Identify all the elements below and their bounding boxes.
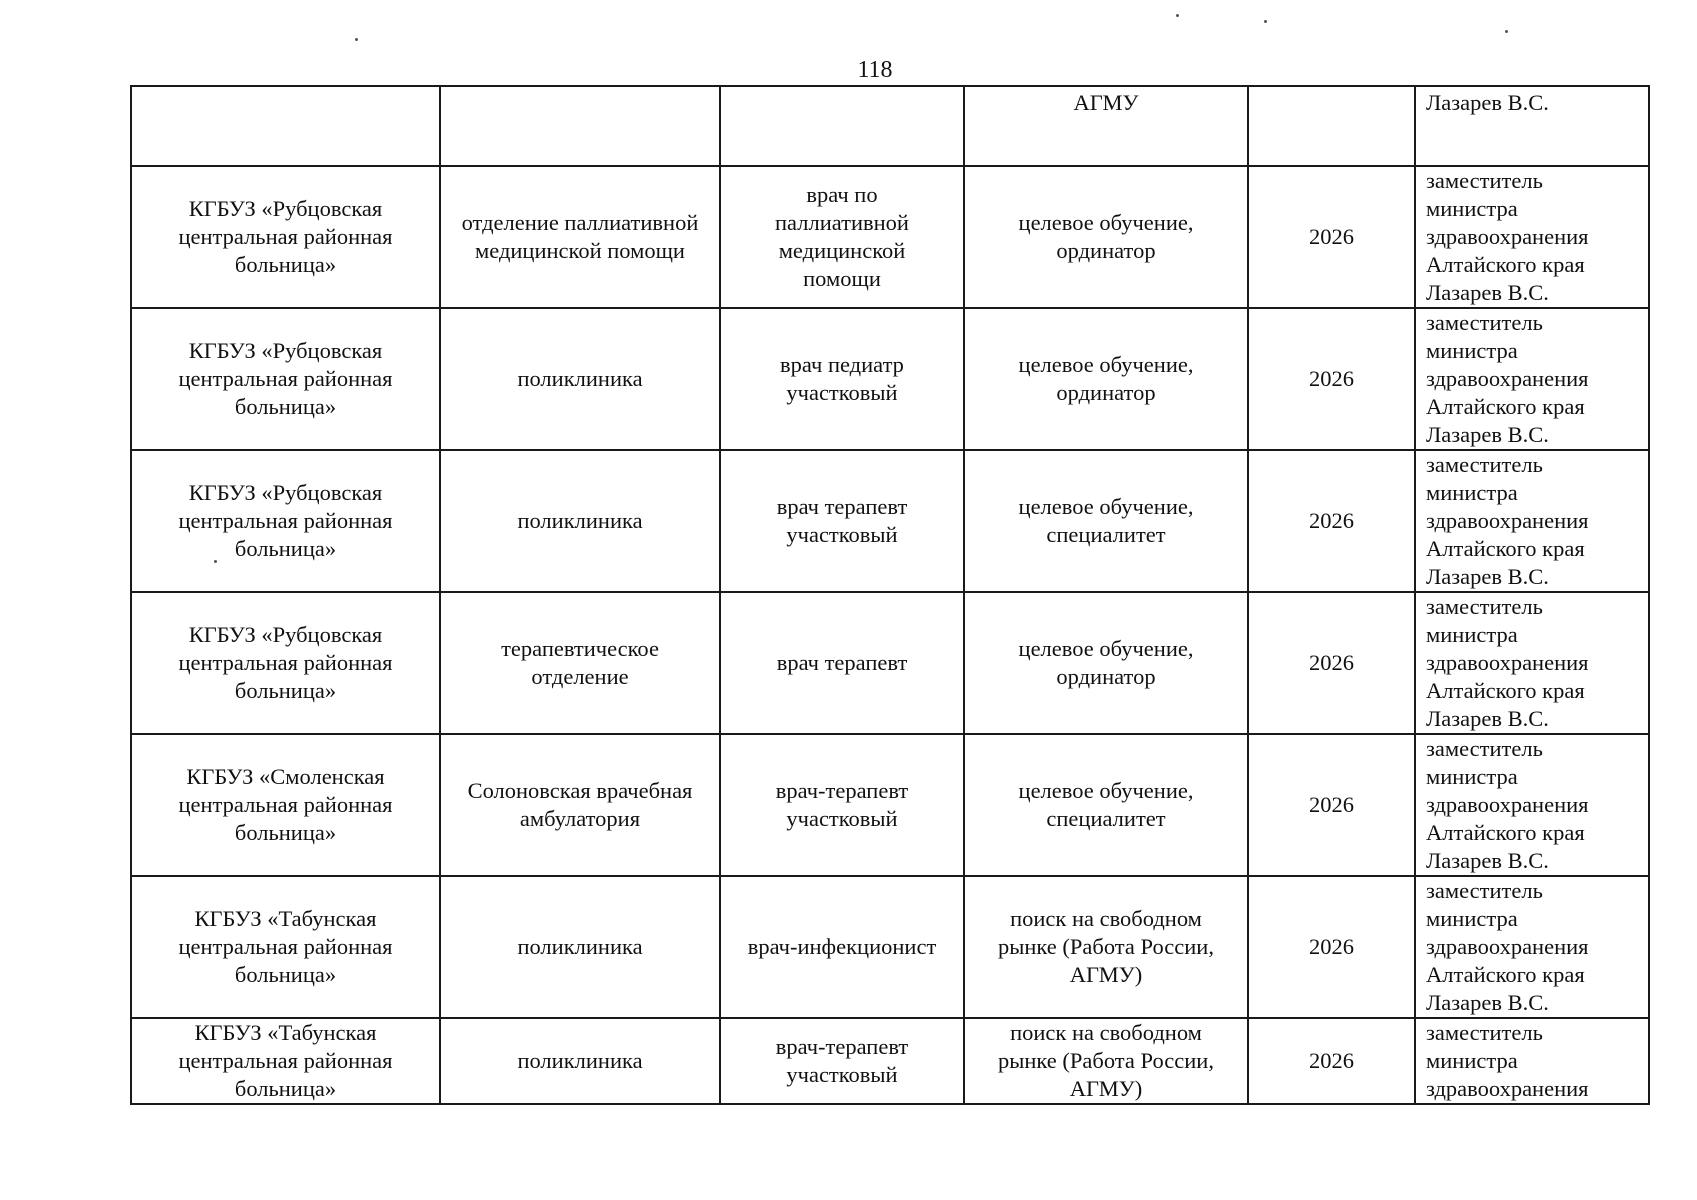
- page-number: 118: [857, 57, 893, 83]
- cell-organization: [131, 592, 440, 734]
- cell-position: [720, 1018, 964, 1104]
- cell-responsible-line: Алтайского края: [1426, 394, 1585, 419]
- cell-organization-line: центральная районная: [178, 366, 393, 391]
- cell-responsible-line: Алтайского края: [1426, 536, 1585, 561]
- cell-position-line: паллиативной: [775, 210, 909, 235]
- cell-position-line: врач терапевт: [776, 494, 908, 519]
- cell-position-line: участковый: [786, 806, 898, 831]
- cell-method-line: ординатор: [1056, 238, 1156, 263]
- cell-position-line: врач педиатр: [780, 352, 904, 377]
- cell-method-line: поиск на свободном: [1010, 906, 1202, 931]
- cell-year: 2026: [1248, 876, 1415, 1018]
- cell-position-line: участковый: [786, 522, 898, 547]
- cell-organization: [131, 734, 440, 876]
- cell-unit-line: поликлиника: [517, 1048, 643, 1073]
- table-body: [131, 86, 1649, 1104]
- cell-responsible-line: Алтайского края: [1426, 252, 1585, 277]
- cell-organization-line: КГБУЗ «Рубцовская: [188, 622, 383, 647]
- cell-method: [964, 876, 1248, 1018]
- cell-organization: [131, 876, 440, 1018]
- cell-method: [964, 1018, 1248, 1104]
- cell-method: [964, 592, 1248, 734]
- cell-responsible-line: Лазарев В.С.: [1426, 564, 1549, 589]
- cell-responsible-line: заместитель: [1426, 1020, 1543, 1045]
- cell-method-line: поиск на свободном: [1010, 1020, 1202, 1045]
- cell-organization: [131, 450, 440, 592]
- scan-speck: [1176, 14, 1179, 17]
- cell-responsible: [1415, 876, 1649, 1018]
- cell-year: 2026: [1248, 166, 1415, 308]
- cell-responsible: [1415, 166, 1649, 308]
- cell-responsible-line: заместитель: [1426, 452, 1543, 477]
- cell-responsible-line: здравоохранения: [1426, 934, 1589, 959]
- cell-method-line: АГМУ): [1069, 1076, 1143, 1101]
- cell-position-line: участковый: [786, 380, 898, 405]
- cell-unit-line: отделение паллиативной: [461, 210, 699, 235]
- cell-organization-line: центральная районная: [178, 508, 393, 533]
- scan-speck: [1505, 30, 1508, 33]
- cell-position-line: врач-терапевт: [775, 1034, 909, 1059]
- cell-position-line: участковый: [786, 1062, 898, 1087]
- cell-method-line: специалитет: [1046, 522, 1166, 547]
- cell-method: [964, 734, 1248, 876]
- cell-responsible-line: Алтайского края: [1426, 678, 1585, 703]
- cell-responsible-line: здравоохранения: [1426, 366, 1589, 391]
- cell-method-line: целевое обучение,: [1018, 352, 1194, 377]
- cell-organization-line: больница»: [234, 394, 337, 419]
- cell-responsible-line: здравоохранения: [1426, 650, 1589, 675]
- cell-unit: [440, 876, 720, 1018]
- cell-method-line: целевое обучение,: [1018, 494, 1194, 519]
- cell-method-line: целевое обучение,: [1018, 778, 1194, 803]
- cell-organization-line: больница»: [234, 252, 337, 277]
- cell-responsible-line: Лазарев В.С.: [1426, 422, 1549, 447]
- cell-unit: [440, 308, 720, 450]
- cell-responsible-line: министра: [1426, 622, 1518, 647]
- cell-responsible-line: заместитель: [1426, 310, 1543, 335]
- cell-method: [964, 86, 1248, 166]
- cell-responsible-line: Алтайского края: [1426, 820, 1585, 845]
- table-row: [131, 1018, 1649, 1104]
- cell-responsible-line: Алтайского края: [1426, 962, 1585, 987]
- cell-organization-line: центральная районная: [178, 792, 393, 817]
- cell-position: [720, 86, 964, 166]
- cell-position: [720, 592, 964, 734]
- cell-unit-line: поликлиника: [517, 508, 643, 533]
- cell-unit-line: медицинской помощи: [475, 238, 685, 263]
- cell-responsible-line: Лазарев В.С.: [1426, 706, 1549, 731]
- cell-responsible-line: заместитель: [1426, 594, 1543, 619]
- cell-unit: [440, 86, 720, 166]
- table-row: [131, 592, 1649, 734]
- cell-organization-line: центральная районная: [178, 650, 393, 675]
- cell-organization-line: КГБУЗ «Табунская: [194, 1020, 377, 1045]
- staffing-table: [130, 85, 1650, 1105]
- cell-position-line: помощи: [803, 266, 881, 291]
- table-row: [131, 86, 1649, 166]
- cell-year: [1248, 86, 1415, 166]
- cell-year: 2026: [1248, 734, 1415, 876]
- cell-position-line: медицинской: [778, 238, 906, 263]
- cell-year: 2026: [1248, 1018, 1415, 1104]
- cell-responsible-line: заместитель: [1426, 736, 1543, 761]
- cell-organization: [131, 166, 440, 308]
- cell-method-line: рынке (Работа России,: [998, 1048, 1214, 1073]
- cell-responsible-line: Лазарев В.С.: [1426, 990, 1549, 1015]
- cell-organization-line: больница»: [234, 962, 337, 987]
- cell-responsible-line: министра: [1426, 906, 1518, 931]
- cell-method-line: целевое обучение,: [1018, 636, 1194, 661]
- cell-organization-line: КГБУЗ «Рубцовская: [188, 196, 383, 221]
- table-row: [131, 308, 1649, 450]
- cell-responsible-line: министра: [1426, 480, 1518, 505]
- cell-organization-line: центральная районная: [178, 934, 393, 959]
- cell-organization-line: центральная районная: [178, 1048, 393, 1073]
- cell-responsible: [1415, 86, 1649, 166]
- table-row: [131, 450, 1649, 592]
- cell-organization-line: больница»: [234, 678, 337, 703]
- cell-position: [720, 450, 964, 592]
- cell-responsible: [1415, 308, 1649, 450]
- cell-unit-line: терапевтическое: [501, 636, 659, 661]
- cell-responsible-line: здравоохранения: [1426, 224, 1589, 249]
- cell-organization: [131, 1018, 440, 1104]
- cell-responsible: [1415, 592, 1649, 734]
- scan-speck: [355, 38, 358, 41]
- cell-responsible-line: заместитель: [1426, 168, 1543, 193]
- cell-year: 2026: [1248, 450, 1415, 592]
- cell-unit: [440, 1018, 720, 1104]
- cell-responsible-line: министра: [1426, 1048, 1518, 1073]
- cell-organization-line: КГБУЗ «Рубцовская: [188, 480, 383, 505]
- cell-responsible: [1415, 450, 1649, 592]
- table-row: [131, 876, 1649, 1018]
- cell-unit-line: поликлиника: [517, 366, 643, 391]
- cell-responsible: [1415, 734, 1649, 876]
- cell-position: [720, 734, 964, 876]
- cell-responsible-line: здравоохранения: [1426, 1076, 1589, 1101]
- cell-responsible-line: министра: [1426, 764, 1518, 789]
- table-row: [131, 166, 1649, 308]
- cell-organization: [131, 86, 440, 166]
- cell-method-line: специалитет: [1046, 806, 1166, 831]
- cell-method-line: ординатор: [1056, 664, 1156, 689]
- cell-position-line: врач-инфекционист: [747, 934, 937, 959]
- cell-method-line: АГМУ): [1069, 962, 1143, 987]
- cell-method: [964, 166, 1248, 308]
- scan-speck: [214, 560, 217, 563]
- cell-organization-line: больница»: [234, 820, 337, 845]
- cell-responsible-line: Лазарев В.С.: [1426, 848, 1549, 873]
- cell-organization-line: больница»: [234, 1076, 337, 1101]
- cell-position-line: врач по: [806, 182, 878, 207]
- cell-organization-line: больница»: [234, 536, 337, 561]
- cell-unit: [440, 592, 720, 734]
- cell-unit: [440, 450, 720, 592]
- cell-year: 2026: [1248, 592, 1415, 734]
- cell-responsible-line: Лазарев В.С.: [1426, 90, 1549, 115]
- cell-organization: [131, 308, 440, 450]
- cell-responsible: [1415, 1018, 1649, 1104]
- cell-responsible-line: Лазарев В.С.: [1426, 280, 1549, 305]
- cell-unit-line: поликлиника: [517, 934, 643, 959]
- cell-position: [720, 308, 964, 450]
- cell-method-line: ординатор: [1056, 380, 1156, 405]
- cell-organization-line: КГБУЗ «Рубцовская: [188, 338, 383, 363]
- cell-unit-line: отделение: [531, 664, 629, 689]
- cell-unit-line: амбулатория: [519, 806, 641, 831]
- cell-method: [964, 308, 1248, 450]
- cell-responsible-line: здравоохранения: [1426, 792, 1589, 817]
- cell-method-line: рынке (Работа России,: [998, 934, 1214, 959]
- cell-organization-line: центральная районная: [178, 224, 393, 249]
- cell-position: [720, 166, 964, 308]
- cell-method-line: целевое обучение,: [1018, 210, 1194, 235]
- cell-position-line: врач-терапевт: [775, 778, 909, 803]
- cell-position: [720, 876, 964, 1018]
- cell-method-line: АГМУ: [1073, 90, 1139, 115]
- cell-responsible-line: министра: [1426, 338, 1518, 363]
- cell-organization-line: КГБУЗ «Табунская: [194, 906, 377, 931]
- cell-year: 2026: [1248, 308, 1415, 450]
- cell-position-line: врач терапевт: [776, 650, 908, 675]
- cell-unit: [440, 734, 720, 876]
- cell-responsible-line: здравоохранения: [1426, 508, 1589, 533]
- cell-organization-line: КГБУЗ «Смоленская: [186, 764, 385, 789]
- cell-method: [964, 450, 1248, 592]
- cell-responsible-line: заместитель: [1426, 878, 1543, 903]
- table-row: [131, 734, 1649, 876]
- cell-responsible-line: министра: [1426, 196, 1518, 221]
- cell-unit-line: Солоновская врачебная: [467, 778, 693, 803]
- scan-speck: [1264, 20, 1267, 23]
- cell-unit: [440, 166, 720, 308]
